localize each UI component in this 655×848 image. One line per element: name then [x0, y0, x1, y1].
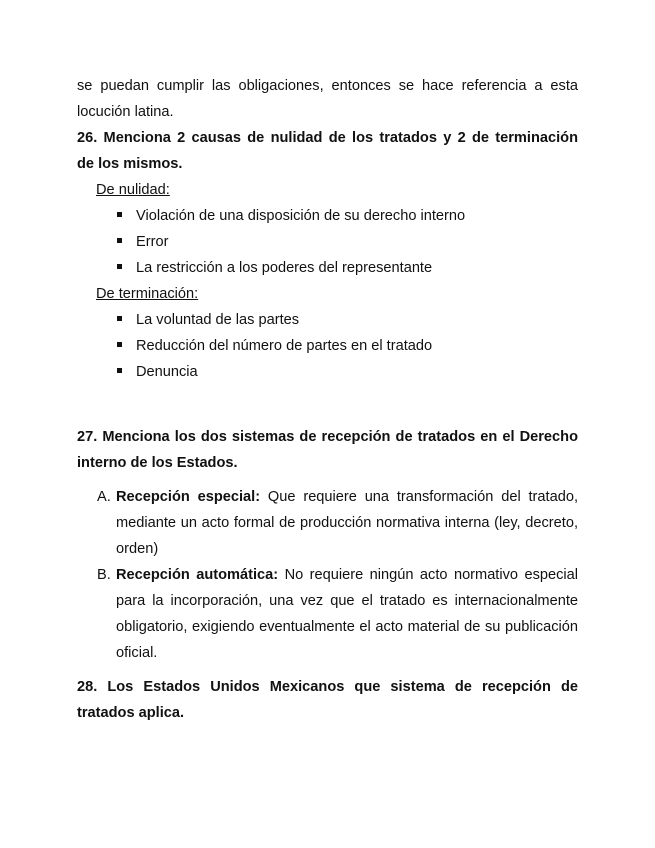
question-26-heading: 26. Menciona 2 causas de nulidad de los tratados y 2 de terminación — [77, 130, 578, 146]
bullet-icon — [117, 342, 122, 347]
list-item: La voluntad de las partes — [117, 310, 299, 330]
list-item: Denuncia — [117, 362, 198, 382]
list-item: Error — [117, 232, 168, 252]
terminacion-subheading: De terminación: — [96, 286, 199, 302]
list-item: La restricción a los poderes del representante — [117, 258, 432, 278]
question-27-heading: 27. Menciona los dos sistemas de recepción de tratados en el Derecho — [77, 429, 578, 445]
question-26-heading-cont: de los mismos. — [77, 156, 183, 172]
paragraph-line: se puedan cumplir las obligaciones, entonces se hace referencia a esta — [77, 78, 578, 94]
bullet-icon — [117, 238, 122, 243]
option-b-line: Recepción automática: No requiere ningún acto normativo especial — [116, 567, 579, 583]
option-a-line: mediante un acto formal de producción normativa interna (ley, decreto, — [116, 515, 578, 531]
option-a-line: Recepción especial: Que requiere una transformación del tratado, — [116, 489, 578, 505]
list-item: Reducción del número de partes en el tratado — [117, 336, 432, 356]
question-27-heading-cont: interno de los Estados. — [77, 455, 238, 471]
list-item: Violación de una disposición de su derecho interno — [117, 206, 465, 226]
bullet-icon — [117, 264, 122, 269]
bullet-icon — [117, 316, 122, 321]
option-a-marker: A. — [97, 489, 111, 505]
option-b-line: para la incorporación, una vez que el tratado es internacionalmente — [116, 593, 578, 609]
option-b-line: obligatorio, exigiendo eventualmente el acto material de su publicación — [116, 619, 578, 635]
option-a-line: orden) — [116, 541, 159, 557]
option-b-marker: B. — [97, 567, 111, 583]
question-28-heading-cont: tratados aplica. — [77, 705, 185, 721]
bullet-icon — [117, 368, 122, 373]
paragraph-line: locución latina. — [77, 104, 174, 120]
bullet-icon — [117, 212, 122, 217]
option-b-line: oficial. — [116, 645, 158, 661]
question-28-heading: 28. Los Estados Unidos Mexicanos que sistema de recepción de — [77, 679, 578, 695]
nulidad-subheading: De nulidad: — [96, 182, 170, 198]
